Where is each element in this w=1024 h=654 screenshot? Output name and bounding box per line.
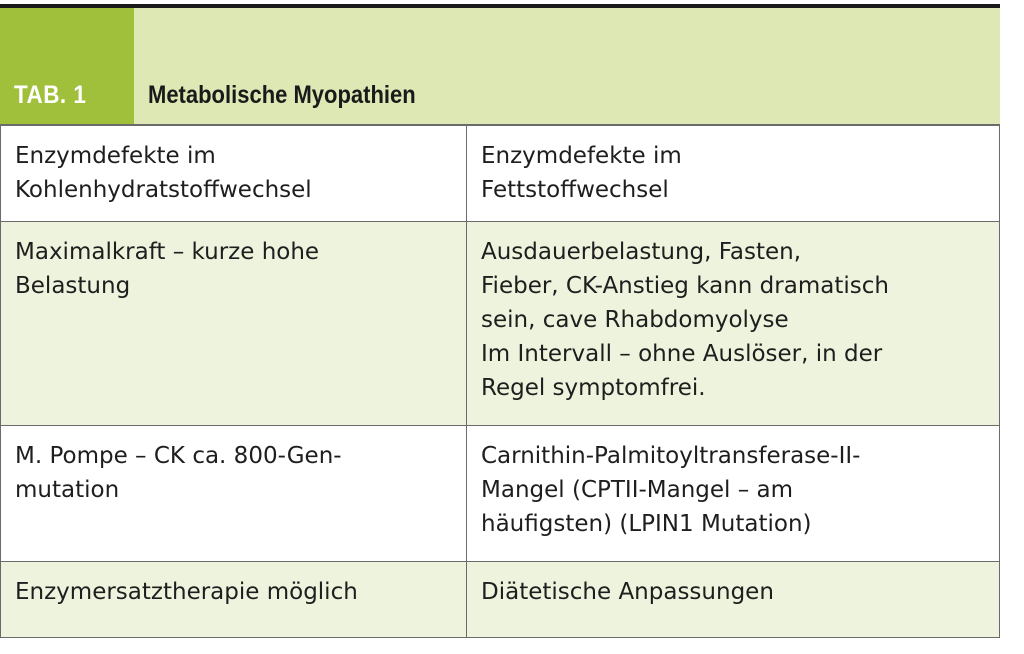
cell-line: häufigsten) (LPIN1 Mutation): [481, 511, 812, 537]
table-row: [1, 222, 1000, 426]
cell-line: sein, cave Rhabdomyolyse: [481, 307, 789, 333]
table-cell-trigger-carbohydrate: [1, 222, 467, 426]
table-row: [1, 562, 1000, 638]
table-row: [1, 426, 1000, 562]
myopathy-table: [0, 125, 1000, 638]
cell-line: Kohlenhydratstoffwechsel: [15, 177, 312, 203]
cell-line: Belastung: [15, 273, 131, 299]
cell-line: Fettstoffwechsel: [481, 177, 669, 203]
table-cell-therapy-carbohydrate: [1, 562, 467, 638]
cell-line: Regel symptomfrei.: [481, 375, 706, 401]
table-cell-carbohydrate: [1, 126, 467, 222]
table-cell-therapy-fat: [467, 562, 1000, 638]
cell-line: Maximalkraft – kurze hohe: [15, 239, 320, 265]
table-title-box: [134, 8, 1000, 124]
table-frame: [0, 4, 1000, 638]
cell-line: mutation: [15, 477, 120, 503]
table-title: Metabolische Myopathien: [148, 81, 416, 109]
cell-line: Mangel (CPTII-Mangel – am: [481, 477, 794, 503]
cell-line: Enzymersatztherapie möglich: [15, 579, 358, 605]
table-row: [1, 126, 1000, 222]
cell-line: Fieber, CK-Anstieg kann dramatisch: [481, 273, 889, 299]
cell-line: Enzymdefekte im: [15, 143, 216, 169]
cell-line: Enzymdefekte im: [481, 143, 682, 169]
table-cell-trigger-fat: [467, 222, 1000, 426]
cell-line: Carnithin-Palmitoyltransferase-II-: [481, 443, 861, 469]
table-cell-example-fat: [467, 426, 1000, 562]
table-cell-example-carbohydrate: [1, 426, 467, 562]
cell-line: M. Pompe – CK ca. 800-Gen-: [15, 443, 342, 469]
table-label-box: [0, 8, 134, 124]
cell-line: Diätetische Anpassungen: [481, 579, 774, 605]
table-label: TAB. 1: [14, 81, 87, 109]
table-header: [0, 8, 1000, 125]
table-cell-fat: [467, 126, 1000, 222]
cell-line: Im Intervall – ohne Auslöser, in der: [481, 341, 883, 367]
cell-line: Ausdauerbelastung, Fasten,: [481, 239, 802, 265]
